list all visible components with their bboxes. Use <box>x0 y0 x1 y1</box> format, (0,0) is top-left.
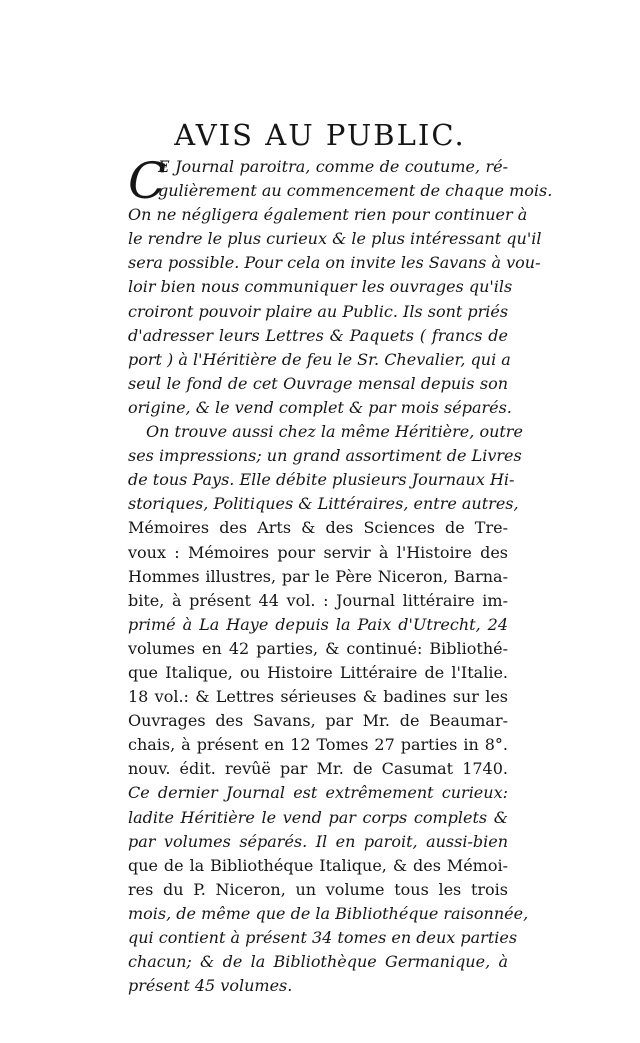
line-text: de tous Pays. Elle débite plusieurs Journaux Hi- <box>128 470 515 490</box>
text-line <box>128 613 508 637</box>
line-text: que de la Bibliothéque Italique, & des Mémoi- <box>128 855 508 875</box>
line-text: port ) à l'Héritière de feu le Sr. Chevalier, qui a <box>128 349 511 369</box>
text-line <box>128 468 515 492</box>
text-line <box>128 709 508 733</box>
line-text: d'adresser leurs Lettres & Paquets ( francs de <box>128 325 508 345</box>
line-text: chais, à présent en 12 Tomes 27 parties in 8°. <box>128 735 508 755</box>
text-line <box>128 589 508 613</box>
line-text: chacun; & de la Bibliothèque Germanique, à <box>128 952 508 972</box>
text-line <box>128 806 508 830</box>
drop-cap: C <box>128 152 167 210</box>
text-line <box>128 372 508 396</box>
line-text: storiques, Politiques & Littéraires, entre autres, <box>128 494 519 514</box>
line-text: primé à La Haye depuis la Paix d'Utrecht, 24 <box>128 614 508 634</box>
text-line <box>128 637 508 661</box>
text-line <box>128 275 513 299</box>
text-line <box>128 251 541 275</box>
text-line <box>128 781 508 805</box>
line-text: nouv. édit. revûë par Mr. de Casumat 1740. <box>128 759 508 779</box>
text-line <box>128 396 512 420</box>
text-line <box>128 757 508 781</box>
text-line <box>128 854 508 878</box>
line-text: E Journal paroitra, comme de coutume, ré- <box>158 157 508 176</box>
line-text: par volumes séparés. Il en paroit, aussi-bien <box>128 831 508 851</box>
text-line <box>128 926 518 950</box>
text-line <box>128 516 508 540</box>
text-line <box>128 492 519 516</box>
line-text: volumes en 42 parties, & continué: Bibliothé- <box>128 638 508 658</box>
line-text: voux : Mémoires pour servir à l'Histoire des <box>128 542 508 562</box>
line-text: Ouvrages des Savans, par Mr. de Beaumar- <box>128 711 508 731</box>
text-line <box>128 685 508 709</box>
text-line <box>128 420 523 444</box>
line-text: res du P. Niceron, un volume tous les trois <box>128 879 508 899</box>
line-text: le rendre le plus curieux & le plus intéressant qu'il <box>128 229 542 249</box>
text-line <box>128 661 508 685</box>
text-line <box>128 179 553 203</box>
line-text: loir bien nous communiquer les ouvrages qu'ils <box>128 277 513 297</box>
text-line <box>128 733 508 757</box>
text-line <box>128 227 542 251</box>
line-text: ses impressions; un grand assortiment de Livres <box>128 446 522 466</box>
page-title: AVIS AU PUBLIC. <box>174 118 466 152</box>
text-line <box>128 444 522 468</box>
text-line <box>128 348 511 372</box>
line-text: gulièrement au commencement de chaque mois. <box>158 181 553 201</box>
line-text: qui contient à présent 34 tomes en deux parties <box>128 928 518 947</box>
line-text: On ne négligera également rien pour continuer à <box>128 205 528 225</box>
line-text: seul le fond de cet Ouvrage mensal depuis son <box>128 373 508 393</box>
line-text: bite, à présent 44 vol. : Journal littéraire im- <box>128 590 508 610</box>
line-text: présent 45 volumes. <box>128 976 293 996</box>
text-line <box>128 300 508 324</box>
line-text: 18 vol.: & Lettres sérieuses & badines sur les <box>128 687 508 707</box>
text-line <box>128 950 508 974</box>
text-line <box>128 830 508 854</box>
text-line <box>128 203 528 227</box>
line-text: que Italique, ou Histoire Littéraire de l'Italie. <box>128 662 508 682</box>
text-line <box>128 974 508 998</box>
line-text: sera possible. Pour cela on invite les Savans à vou- <box>128 253 541 273</box>
line-text: ladite Héritière le vend par corps complets & <box>128 807 508 827</box>
line-text: croiront pouvoir plaire au Public. Ils sont priés <box>128 301 509 321</box>
line-text: Hommes illustres, par le Père Niceron, Barna- <box>128 566 508 586</box>
notice-body <box>128 152 553 998</box>
line-text: Ce dernier Journal est extrêmement curieux: <box>128 783 508 803</box>
text-line <box>128 541 508 565</box>
line-text: origine, & le vend complet & par mois séparés. <box>128 397 512 417</box>
text-line <box>128 324 508 348</box>
text-line <box>128 902 529 926</box>
line-text: On trouve aussi chez la même Héritière, outre <box>146 422 523 442</box>
text-line <box>128 878 508 902</box>
line-text: mois, de même que de la Bibliothéque raisonnée, <box>128 903 529 923</box>
line-text: Mémoires des Arts & des Sciences de Tre- <box>128 518 508 538</box>
text-line <box>128 565 508 589</box>
